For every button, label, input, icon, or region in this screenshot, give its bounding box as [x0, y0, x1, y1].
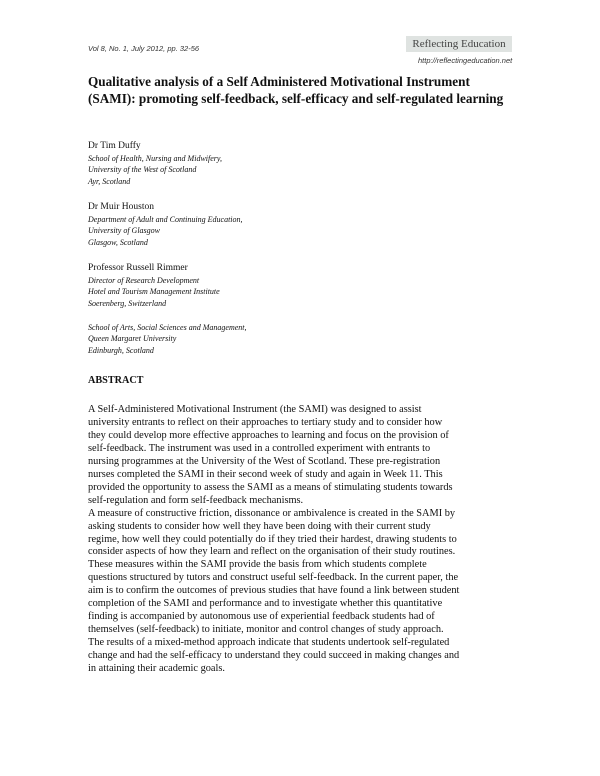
- abstract-line: regime, how well they could potentially do if they tried their hardest, drawing students to: [88, 533, 457, 545]
- author-affiliation-line: School of Health, Nursing and Midwifery,: [88, 154, 222, 163]
- author-block-1: [88, 140, 222, 187]
- journal-citation: Vol 8, No. 1, July 2012, pp. 32-56: [88, 44, 200, 53]
- abstract-line: provided the opportunity to assess the SAMI as a means of stimulating students towards: [88, 481, 453, 493]
- author-block-2: [88, 201, 243, 248]
- author-block-3: [88, 262, 220, 309]
- author-affiliation-line: Soerenberg, Switzerland: [88, 298, 167, 308]
- author-affiliation-line: University of the West of Scotland: [88, 165, 197, 175]
- abstract-line: aim is to confirm the outcomes of previous studies that have found a link between student: [88, 585, 460, 597]
- abstract-line: completion of the SAMI and performance and to investigate whether this quantitative: [88, 598, 443, 610]
- author-name: Dr Muir Houston: [88, 202, 154, 212]
- abstract-line: A Self-Administered Motivational Instrument (the SAMI) was designed to assist: [88, 404, 422, 415]
- abstract-line: asking students to consider how well they have been doing with their current study: [88, 520, 431, 532]
- abstract-heading: ABSTRACT: [88, 375, 144, 386]
- abstract-line: university entrants to reflect on their approaches to tertiary study and to consider how: [88, 416, 443, 428]
- abstract-line: consider aspects of how they learn and reflect on the organisation of their study routines.: [88, 546, 456, 558]
- abstract-paragraph-2: [88, 508, 518, 638]
- abstract-line: nurses completed the SAMI in their second week of study and again in Week 11. This: [88, 468, 443, 480]
- abstract-line: change and had the self-efficacy to understand they could succeed in making changes and: [88, 650, 460, 662]
- author-affiliation-line: Hotel and Tourism Management Institute: [88, 287, 220, 297]
- affiliation-line: School of Arts, Social Sciences and Management,: [88, 323, 247, 332]
- affiliation-line: Queen Margaret University: [88, 334, 177, 344]
- journal-name-badge: Reflecting Education: [406, 36, 512, 52]
- author-affiliation-line: Ayr, Scotland: [88, 176, 131, 186]
- abstract-line: finding is accompanied by autonomous use of experiential feedback students had of: [88, 611, 435, 623]
- author-affiliation-line: University of Glasgow: [88, 226, 160, 236]
- abstract-line: nursing programmes at the University of the West of Scotland. These pre-registration: [88, 455, 441, 467]
- affiliation-line: Edinburgh, Scotland: [88, 345, 154, 355]
- abstract-line: in attaining their academic goals.: [88, 663, 226, 675]
- abstract-line: These measures within the SAMI provide the basis from which students complete: [88, 559, 427, 571]
- extra-affiliation-block: [88, 322, 247, 356]
- abstract-paragraph-3: [88, 637, 518, 676]
- author-affiliation-line: Department of Adult and Continuing Education,: [88, 215, 243, 224]
- journal-url[interactable]: http://reflectingeducation.net: [418, 56, 513, 65]
- abstract-line: questions structured by tutors and construct useful self-feedback. In the current paper, the: [88, 572, 459, 584]
- abstract-line: they could develop more effective approaches to learning and focus on the provision of: [88, 429, 449, 441]
- abstract-line: themselves (self-feedback) to initiate, monitor and control changes of study approach.: [88, 624, 444, 636]
- abstract-line: A measure of constructive friction, dissonance or ambivalence is created in the SAMI by: [88, 507, 456, 519]
- paper-title: Qualitative analysis of a Self Administered Motivational Instrument (SAMI): promoting self-feedback, self-efficacy and self-regulated learning: [88, 74, 504, 106]
- author-affiliation-line: Glasgow, Scotland: [88, 237, 148, 247]
- abstract-paragraph-1: [88, 404, 518, 508]
- abstract-body: [88, 404, 518, 676]
- abstract-line: The results of a mixed-method approach indicate that students undertook self-regulated: [88, 637, 450, 649]
- author-name: Dr Tim Duffy: [88, 141, 141, 151]
- author-affiliation-line: Director of Research Development: [88, 276, 200, 285]
- author-name: Professor Russell Rimmer: [88, 263, 188, 273]
- abstract-line: self-feedback. The instrument was used in a controlled experiment with entrants to: [88, 442, 431, 454]
- abstract-line: self-regulation and form self-feedback mechanisms.: [88, 494, 304, 506]
